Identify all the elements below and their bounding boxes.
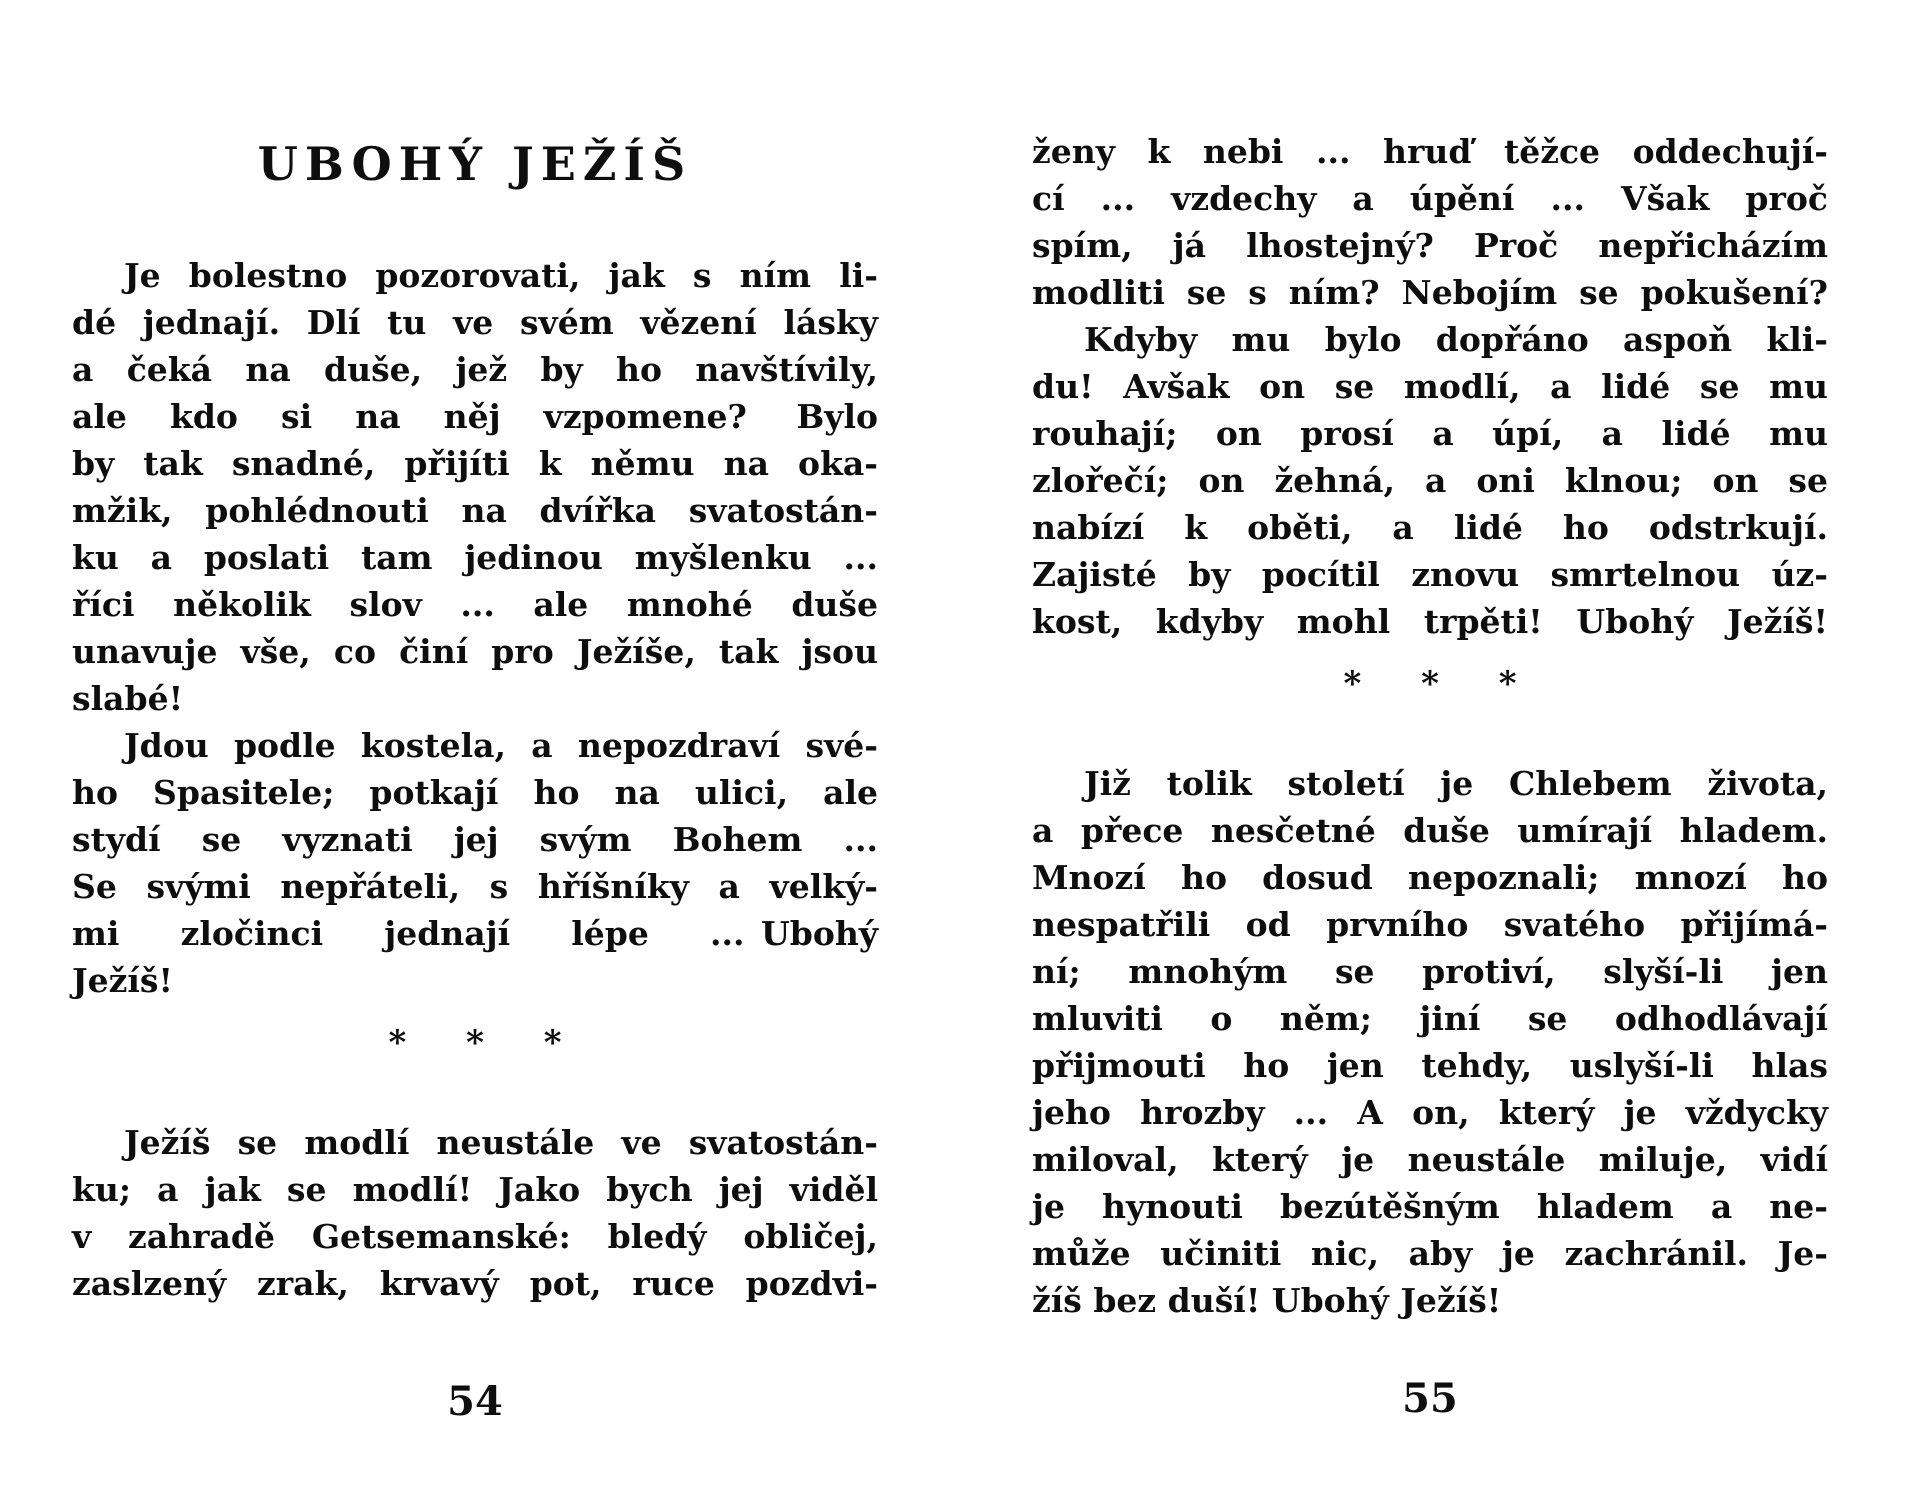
text-line: ho Spasitele; potkají ho na ulici, ale bbox=[72, 773, 878, 812]
text-line: Již tolik století je Chlebem života, bbox=[1084, 764, 1828, 803]
left-page bbox=[72, 0, 878, 1427]
text-line: modliti se s ním? Nebojím se pokušení? bbox=[1032, 273, 1828, 312]
text-line: by tak snadné, přijíti k němu na oka- bbox=[72, 444, 878, 483]
text-line: žíš bez duší! Ubohý Ježíš! bbox=[1032, 1281, 1502, 1320]
text-line: ní; mnohým se protiví, slyší-li jen bbox=[1032, 952, 1828, 991]
text-line: mluviti o něm; jiní se odhodlávají bbox=[1032, 999, 1828, 1038]
text-line: nabízí k oběti, a lidé ho odstrkují. bbox=[1032, 508, 1828, 547]
text-line: v zahradě Getsemanské: bledý obličej, bbox=[72, 1217, 878, 1256]
text-line: mžik, pohlédnouti na dvířka svatostán- bbox=[72, 491, 878, 530]
text-line: mi zločinci jednají lépe ... Ubohý bbox=[72, 914, 878, 953]
page-blocks-1 bbox=[1032, 128, 1828, 1324]
text-line: Mnozí ho dosud nepoznali; mnozí ho bbox=[1032, 858, 1828, 897]
text-line: du! Avšak on se modlí, a lidé se mu bbox=[1032, 367, 1828, 406]
paragraph bbox=[1032, 316, 1828, 645]
page-number-right: 55 bbox=[1402, 1375, 1458, 1422]
text-line: říci několik slov ... ale mnohé duše bbox=[72, 585, 878, 624]
text-line: nespatřili od prvního svatého přijímá- bbox=[1032, 905, 1828, 944]
page-number-left: 54 bbox=[447, 1378, 503, 1425]
text-line: unavuje vše, co činí pro Ježíše, tak jsou bbox=[72, 632, 878, 671]
text-line: zaslzený zrak, krvavý pot, ruce pozdvi- bbox=[72, 1264, 878, 1303]
text-line: dé jednají. Dlí tu ve svém vězení lásky bbox=[72, 303, 878, 342]
section-separator: * * * bbox=[388, 1023, 562, 1063]
text-line: stydí se vyznati jej svým Bohem ... bbox=[72, 820, 878, 859]
paragraph bbox=[72, 722, 878, 1004]
paragraph bbox=[72, 252, 878, 722]
text-line: slabé! bbox=[72, 679, 184, 718]
text-line: cí ... vzdechy a úpění ... Však proč bbox=[1032, 179, 1828, 218]
section-separator: * * * bbox=[1343, 664, 1517, 704]
text-line: je hynouti bezútěšným hladem a ne- bbox=[1032, 1187, 1828, 1226]
text-line: Je bolestno pozorovati, jak s ním li- bbox=[124, 256, 878, 295]
text-line: přijmouti ho jen tehdy, uslyší-li hlas bbox=[1032, 1046, 1828, 1085]
text-line: a čeká na duše, jež by ho navštívily, bbox=[72, 350, 878, 389]
text-line: jeho hrozby ... A on, který je vždycky bbox=[1032, 1093, 1828, 1132]
text-line: ale kdo si na něj vzpomene? Bylo bbox=[72, 397, 878, 436]
chapter-title: UBOHÝ JEŽÍŠ bbox=[257, 137, 693, 191]
text-line: Ježíš! bbox=[72, 961, 173, 1000]
text-line: a přece nesčetné duše umírají hladem. bbox=[1032, 811, 1828, 850]
text-line: Zajisté by pocítil znovu smrtelnou úz- bbox=[1032, 555, 1828, 594]
text-line: Jdou podle kostela, a nepozdraví své- bbox=[124, 726, 878, 765]
text-line: miloval, který je neustále miluje, vidí bbox=[1032, 1140, 1828, 1179]
text-line: ku; a jak se modlí! Jako bych jej viděl bbox=[72, 1170, 878, 1209]
text-line: Ježíš se modlí neustále ve svatostán- bbox=[124, 1123, 878, 1162]
text-line: Kdyby mu bylo dopřáno aspoň kli- bbox=[1084, 320, 1828, 359]
paragraph bbox=[72, 1119, 878, 1307]
right-page bbox=[1032, 0, 1828, 1424]
paragraph bbox=[1032, 128, 1828, 316]
text-line: Se svými nepřáteli, s hříšníky a velký- bbox=[72, 867, 878, 906]
text-line: kost, kdyby mohl trpěti! Ubohý Ježíš! bbox=[1032, 602, 1828, 641]
text-line: zlořečí; on žehná, a oni klnou; on se bbox=[1032, 461, 1828, 500]
paragraph bbox=[1032, 760, 1828, 1324]
text-line: ženy k nebi ... hruď těžce oddechují- bbox=[1032, 132, 1828, 171]
text-line: ku a poslati tam jedinou myšlenku ... bbox=[72, 538, 878, 577]
text-line: spím, já lhostejný? Proč nepřicházím bbox=[1032, 226, 1828, 265]
text-line: může učiniti nic, aby je zachránil. Je- bbox=[1032, 1234, 1828, 1273]
page-blocks-0 bbox=[72, 252, 878, 1307]
text-line: rouhají; on prosí a úpí, a lidé mu bbox=[1032, 414, 1828, 453]
